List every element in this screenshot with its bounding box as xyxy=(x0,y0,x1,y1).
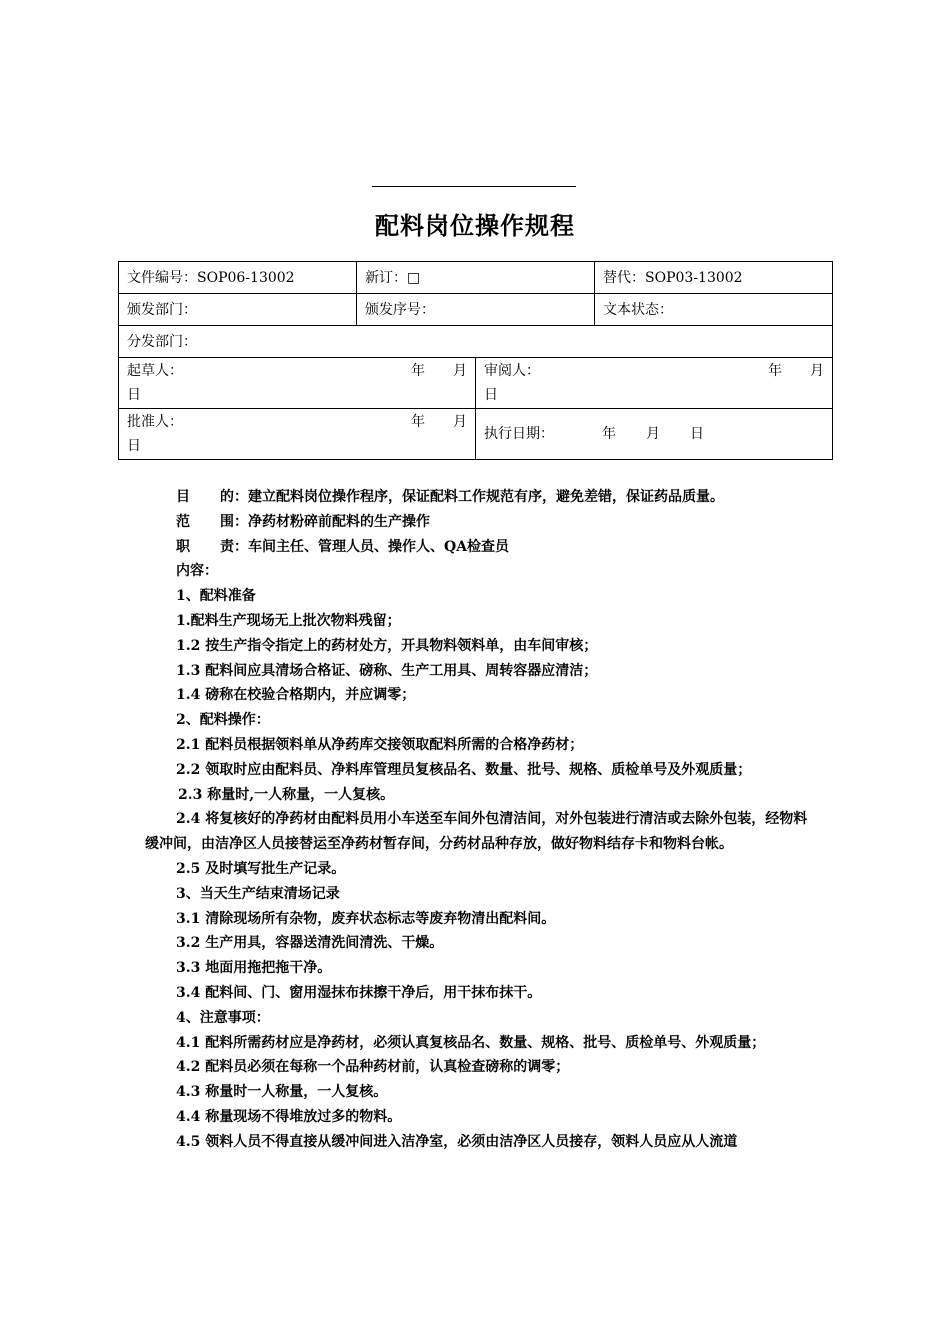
page-title: 配料岗位操作规程 xyxy=(375,212,575,240)
scope-line: 范 围：净药材粉碎前配料的生产操作 xyxy=(176,513,430,530)
replace-cell: 替代：SOP03-13002 xyxy=(595,262,833,294)
list-item: 4、注意事项： xyxy=(176,1009,270,1026)
approver-year-month: 年 月 xyxy=(411,414,467,430)
list-item: 2.1 配料员根据领料单从净药库交接领取配料所需的合格净药材； xyxy=(176,736,584,753)
list-item: 2.5 及时填写批生产记录。 xyxy=(176,860,346,877)
document-body xyxy=(145,485,815,1155)
list-item: 4.3 称量时一人称量，一人复核。 xyxy=(176,1084,388,1101)
header-rule xyxy=(372,186,576,187)
document-info-table xyxy=(118,261,833,460)
paragraph-2-4: 2.4 将复核好的净药材由配料员用小车送至车间外包清洁间，对外包装进行清洁或去除外包装，经物料缓冲间，由洁净区人员接替运至净药材暂存间，分药材品种存放，做好物料结存卡和物料台帐。 xyxy=(145,811,808,853)
approver-day: 日 xyxy=(127,438,141,454)
list-item: 1、配料准备 xyxy=(176,588,256,605)
list-item: 3.4 配料间、门、窗用湿抹布抹擦干净后，用干抹布抹干。 xyxy=(176,984,542,1001)
reviewer-label: 审阅人： xyxy=(484,363,540,379)
list-item: 1.3 配料间应具清场合格证、磅称、生产工用具、周转容器应清洁； xyxy=(176,662,598,679)
list-item: 2.3 称量时,一人称量，一人复核。 xyxy=(178,786,395,803)
list-item: 3、当天生产结束清场记录 xyxy=(176,885,340,902)
issue-dept-cell: 颁发部门： xyxy=(119,294,357,326)
execution-date-cell xyxy=(476,409,833,460)
list-item: 2、配料操作： xyxy=(176,712,270,729)
list-item: 3.3 地面用拖把拖干净。 xyxy=(176,960,332,977)
list-item: 2.2 领取时应由配料员、净料库管理员复核品名、数量、批号、规格、质检单号及外观质量； xyxy=(176,761,752,778)
approver-cell xyxy=(119,409,476,460)
drafter-cell xyxy=(119,358,476,409)
drafter-label: 起草人： xyxy=(127,363,183,379)
new-revision-cell: 新订：□ xyxy=(357,262,595,294)
approver-label: 批准人： xyxy=(127,414,183,430)
purpose-line: 目 的：建立配料岗位操作程序，保证配料工作规范有序，避免差错，保证药品质量。 xyxy=(176,489,724,505)
content-label: 内容： xyxy=(176,563,218,580)
execution-date-value: 年 月 日 xyxy=(602,426,704,442)
text-status-cell: 文本状态： xyxy=(595,294,833,326)
list-item: 3.1 清除现场所有杂物，废弃状态标志等废弃物清出配料间。 xyxy=(176,910,556,927)
list-item: 1.4 磅称在校验合格期内，并应调零； xyxy=(176,687,416,704)
file-number-cell: 文件编号：SOP06-13002 xyxy=(119,262,357,294)
distribution-dept-cell: 分发部门： xyxy=(119,326,833,358)
list-item: 4.5 领料人员不得直接从缓冲间进入洁净室，必须由洁净区人员接存，领料人员应从人流道 xyxy=(176,1133,738,1150)
list-item: 3.2 生产用具，容器送清洗间清洗、干燥。 xyxy=(176,935,444,952)
reviewer-year-month: 年 月 xyxy=(768,363,825,379)
reviewer-day: 日 xyxy=(484,387,498,403)
reviewer-cell xyxy=(476,358,833,409)
drafter-year-month: 年 月 xyxy=(411,363,467,379)
duty-line: 职 责：车间主任、管理人员、操作人、QA检查员 xyxy=(176,538,510,555)
paragraph-4-1: 4.1 配料所需药材应是净药材，必须认真复核品名、数量、规格、批号、质检单号、外观质量； xyxy=(176,1034,766,1051)
list-item: 1.2 按生产指令指定上的药材处方，开具物料领料单，由车间审核； xyxy=(176,637,598,654)
list-item: 4.4 称量现场不得堆放过多的物料。 xyxy=(176,1108,402,1125)
drafter-day: 日 xyxy=(127,387,141,403)
execution-date-label: 执行日期： xyxy=(484,426,554,442)
list-item: 1.配料生产现场无上批次物料残留； xyxy=(176,612,401,629)
issue-number-cell: 颁发序号： xyxy=(357,294,595,326)
list-item: 4.2 配料员必须在每称一个品种药材前，认真检查磅称的调零； xyxy=(176,1059,570,1076)
